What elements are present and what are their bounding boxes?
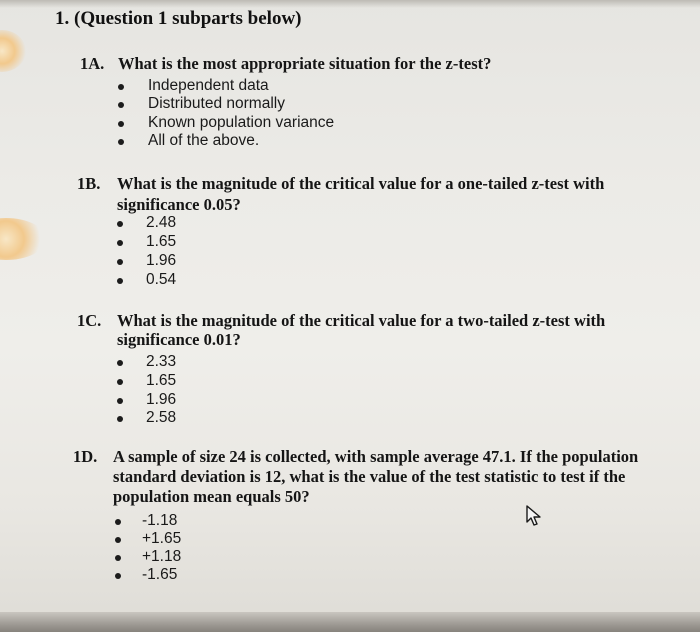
question-number: 1B.: [77, 174, 101, 193]
top-shadow: [0, 0, 700, 8]
question-1b-line2: significance 0.05?: [117, 195, 241, 214]
bullet-icon: [118, 121, 124, 127]
bullet-icon: [115, 555, 121, 561]
option-1a-4: All of the above.: [148, 132, 260, 149]
option-1a-3: Known population variance: [148, 114, 335, 131]
question-text: What is the most appropriate situation for the z-test?: [118, 54, 492, 73]
bullet-icon: [117, 379, 123, 385]
question-1a: [80, 53, 491, 74]
question-number: 1A.: [80, 54, 105, 73]
option-1c-4: 2.58: [146, 409, 177, 426]
option-1c-2: 1.65: [146, 372, 177, 389]
option-1b-2: 1.65: [146, 233, 177, 250]
bullet-icon: [117, 398, 123, 404]
question-1c: [77, 310, 605, 331]
bullet-icon: [118, 102, 124, 108]
option-1d-4: -1.65: [142, 566, 178, 583]
option-1c-3: 1.96: [146, 391, 177, 408]
option-1a-1: Independent data: [148, 77, 269, 94]
question-text: What is the magnitude of the critical value for a two-tailed z-test with: [117, 311, 606, 330]
question-text: A sample of size 24 is collected, with sample average 47.1. If the population: [113, 447, 639, 466]
bullet-icon: [115, 537, 121, 543]
bullet-icon: [118, 139, 124, 145]
bullet-icon: [117, 221, 123, 227]
question-number: 1C.: [77, 311, 102, 330]
question-1d-line2: standard deviation is 12, what is the value of the test statistic to test if the: [113, 467, 626, 486]
screen-bezel: [0, 612, 700, 632]
option-1d-2: +1.65: [142, 530, 182, 547]
bullet-icon: [117, 278, 123, 284]
bullet-icon: [115, 519, 121, 525]
option-1c-1: 2.33: [146, 353, 177, 370]
mouse-pointer-icon: [525, 505, 543, 527]
question-1d: [73, 446, 638, 467]
bullet-icon: [117, 240, 123, 246]
question-1b: [77, 173, 604, 194]
option-1b-1: 2.48: [146, 214, 177, 231]
bullet-icon: [117, 259, 123, 265]
question-1c-line2: significance 0.01?: [117, 330, 241, 349]
option-1d-3: +1.18: [142, 548, 182, 565]
bullet-icon: [115, 573, 121, 579]
bullet-icon: [118, 84, 124, 90]
option-1b-3: 1.96: [146, 252, 177, 269]
option-1d-1: -1.18: [142, 512, 178, 529]
option-1b-4: 0.54: [146, 271, 177, 288]
bullet-icon: [117, 360, 123, 366]
question-text: What is the magnitude of the critical value for a one-tailed z-test with: [117, 174, 605, 193]
question-1d-line3: population mean equals 50?: [113, 487, 310, 506]
question-number: 1D.: [73, 447, 98, 466]
bullet-icon: [117, 416, 123, 422]
option-1a-2: Distributed normally: [148, 95, 285, 112]
page-title: 1. (Question 1 subparts below): [55, 8, 302, 29]
